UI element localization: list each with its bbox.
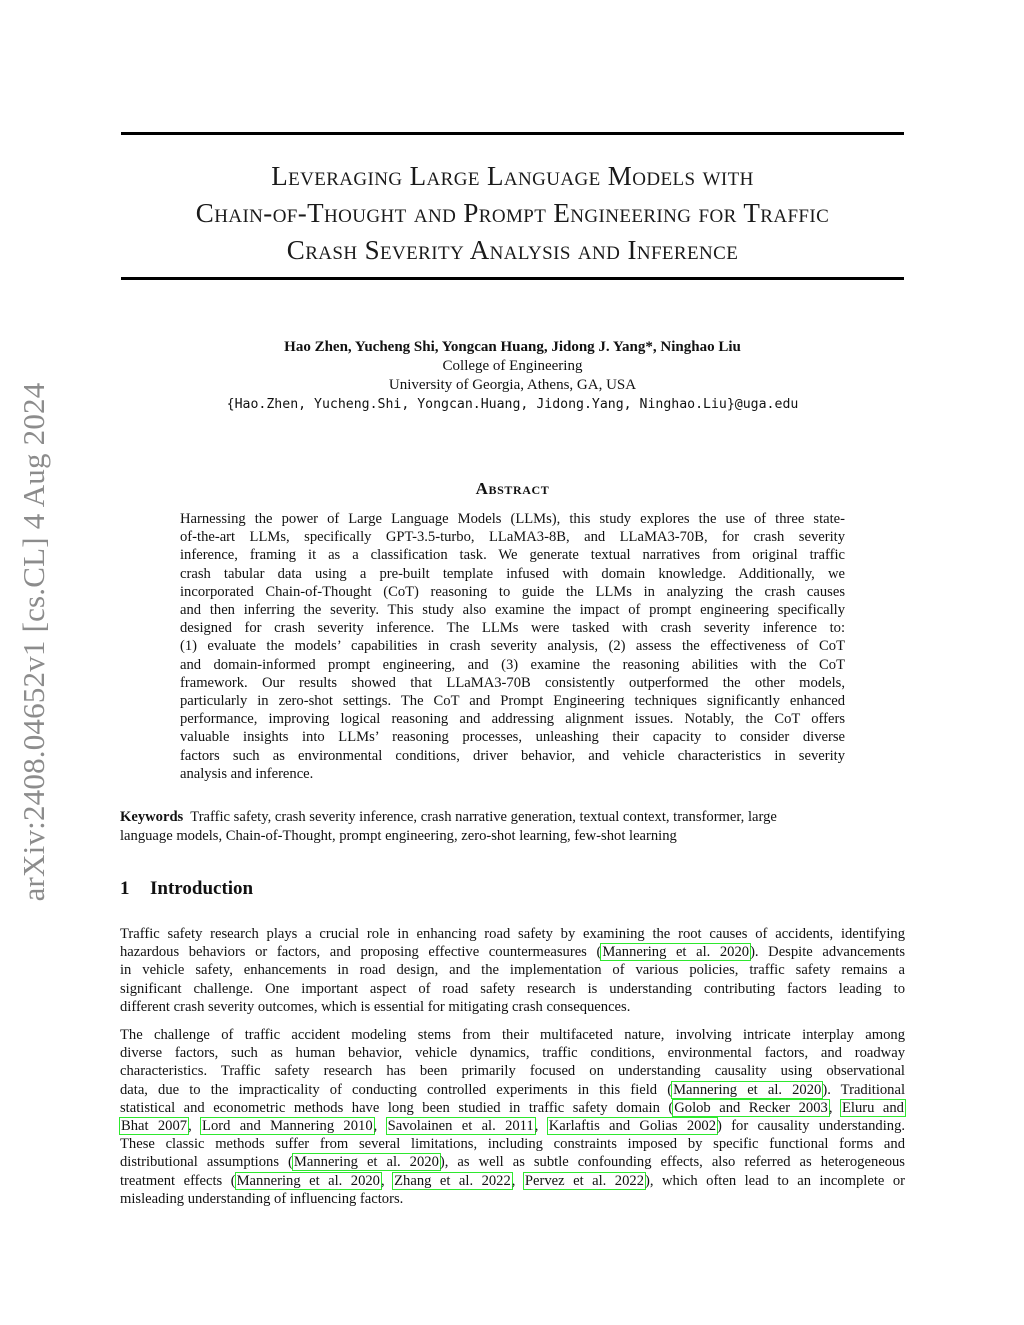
abstract-line: inference, framing it as a classification task. We generate textual narratives from original traffic: [180, 547, 845, 564]
keywords-text: Traffic safety, crash severity inference, crash narrative generation, textual context, transformer, large: [190, 809, 777, 825]
abstract-line: factors such as environmental conditions, driver behavior, and vehicle characteristics in severity: [180, 747, 845, 764]
citation-link[interactable]: Lord and Mannering 2010: [202, 1118, 373, 1135]
paper-title: [110, 158, 915, 269]
abstract-line: analysis and inference.: [180, 765, 314, 782]
citation-link[interactable]: Savolainen et al. 2011: [387, 1118, 534, 1135]
paragraph-line: Traffic safety research plays a crucial role in enhancing road safety by examining the root causes of accidents, identifying: [120, 926, 905, 942]
citation-link[interactable]: Mannering et al. 2020: [673, 1081, 822, 1098]
paragraph-line: different crash severity outcomes, which is essential for mitigating crash consequences.: [120, 998, 631, 1015]
abstract-line: of-the-art LLMs, specifically GPT-3.5-turbo, LLaMA3-8B, and LLaMA3-70B, for crash severity: [180, 529, 845, 546]
intro-paragraph-1: [120, 925, 905, 1016]
paragraph-line: characteristics. Traffic safety research has been primarily focused on understanding causality using observational: [120, 1063, 905, 1080]
paragraph-line: misleading understanding of influencing factors.: [120, 1190, 404, 1207]
citation-link[interactable]: Bhat 2007: [121, 1118, 188, 1135]
arxiv-id: arXiv:2408.04652v1 [cs.CL] 4 Aug 2024: [16, 382, 51, 902]
citation-link[interactable]: Golob and Recker 2003: [674, 1099, 828, 1116]
arxiv-stamp: [0, 358, 68, 926]
citation-link[interactable]: Mannering et al. 2020: [293, 1154, 439, 1171]
abstract-line: performance, improving logical reasoning and addressing alignment issues. Notably, the CoT offers: [180, 711, 845, 728]
citation-link[interactable]: Pervez et al. 2022: [524, 1172, 644, 1189]
keywords-label: Keywords: [120, 809, 184, 825]
abstract-body: [180, 510, 845, 783]
author-department: College of Engineering: [442, 358, 583, 374]
abstract-line: particularly in zero-shot settings. The CoT and Prompt Engineering techniques significantly enhanced: [180, 693, 845, 710]
keywords-block: [120, 808, 905, 845]
abstract-line: designed for crash severity inference. The LLMs were tasked with crash severity inference to:: [180, 620, 845, 637]
abstract-line: framework. Our results showed that LLaMA3-70B consistently outperformed the other models,: [180, 674, 845, 691]
intro-paragraph-2: [120, 1026, 905, 1208]
citation-link[interactable]: Eluru and: [841, 1099, 904, 1116]
section-title: Introduction: [150, 878, 254, 899]
paragraph-line: data, due to the impracticality of conducting controlled experiments in this field (Mannering et al. 2020). Traditional: [120, 1081, 906, 1098]
abstract-line: incorporated Chain-of-Thought (CoT) reasoning to guide the LLMs in analyzing the crash causes: [180, 583, 845, 600]
abstract-line: and domain-informed prompt engineering, and (3) examine the reasoning abilities with the CoT: [180, 656, 845, 673]
citation-link[interactable]: Karlaftis and Golias 2002: [548, 1118, 717, 1135]
abstract-line: (1) evaluate the models’ capabilities in crash severity analysis, (2) assess the effectiveness of CoT: [180, 638, 845, 655]
section-number: 1: [120, 878, 130, 899]
abstract-line: valuable insights into LLMs’ reasoning processes, unleashing their capacity to consider diverse: [180, 729, 845, 746]
citation-link[interactable]: Mannering et al. 2020: [602, 944, 750, 961]
section-heading: [120, 878, 253, 900]
author-block: [150, 338, 875, 414]
citation-link[interactable]: Mannering et al. 2020: [236, 1172, 380, 1189]
paragraph-line: diverse factors, such as human behavior, vehicle dynamics, traffic conditions, environmental factors, and roadway: [120, 1045, 905, 1062]
abstract-line: Harnessing the power of Large Language Models (LLMs), this study explores the use of three state-: [180, 511, 845, 527]
paragraph-line: treatment effects (Mannering et al. 2020, Zhang et al. 2022, Pervez et al. 2022), which often lead to an incomplete or: [120, 1172, 906, 1189]
paragraph-line: distributional assumptions (Mannering et al. 2020), as well as subtle confounding effects, also referred as heterogeneous: [120, 1154, 905, 1171]
abstract-line: and then inferring the severity. This study also examine the impact of prompt engineering specifically: [180, 602, 845, 619]
abstract-heading: Abstract: [475, 479, 550, 498]
author-email: {Hao.Zhen, Yucheng.Shi, Yongcan.Huang, Jidong.Yang, Ninghao.Liu}@uga.edu: [226, 397, 799, 412]
paragraph-line: significant challenge. One important aspect of road safety research is understanding contributing factors leading to: [120, 980, 905, 997]
paragraph-line: hazardous behaviors or factors, and proposing effective countermeasures (Mannering et al. 2020). Despite advancements: [120, 944, 906, 961]
keywords-text: language models, Chain-of-Thought, prompt engineering, zero-shot learning, few-shot learning: [120, 827, 677, 844]
author-names: Hao Zhen, Yucheng Shi, Yongcan Huang, Jidong J. Yang*, Ninghao Liu: [284, 339, 741, 355]
title-line: Chain-of-Thought and Prompt Engineering for Traffic: [195, 198, 830, 228]
title-line: Leveraging Large Language Models with: [271, 161, 754, 191]
paragraph-line: These classic methods suffer from several limitations, including constraints imposed by specific functional forms and: [120, 1136, 905, 1153]
author-institution: University of Georgia, Athens, GA, USA: [388, 377, 637, 393]
title-top-rule: [121, 132, 904, 135]
paragraph-line: statistical and econometric methods have long been studied in traffic safety domain (Golob and Recker 2003, Eluru and: [120, 1099, 904, 1116]
title-bottom-rule: [121, 277, 904, 280]
paragraph-line: The challenge of traffic accident modeling stems from their multifaceted nature, involving intricate interplay among: [120, 1027, 905, 1043]
citation-link[interactable]: Zhang et al. 2022: [394, 1172, 511, 1189]
abstract-line: crash tabular data using a pre-built template infused with domain knowledge. Additionally, we: [180, 565, 845, 582]
title-line: Crash Severity Analysis and Inference: [286, 235, 739, 265]
paragraph-line: Bhat 2007, Lord and Mannering 2010, Savolainen et al. 2011, Karlaftis and Golias 2002) for causality understanding.: [121, 1118, 906, 1135]
paragraph-line: in vehicle safety, enhancements in road design, and the implementation of various policies, traffic safety remains a: [120, 962, 905, 979]
